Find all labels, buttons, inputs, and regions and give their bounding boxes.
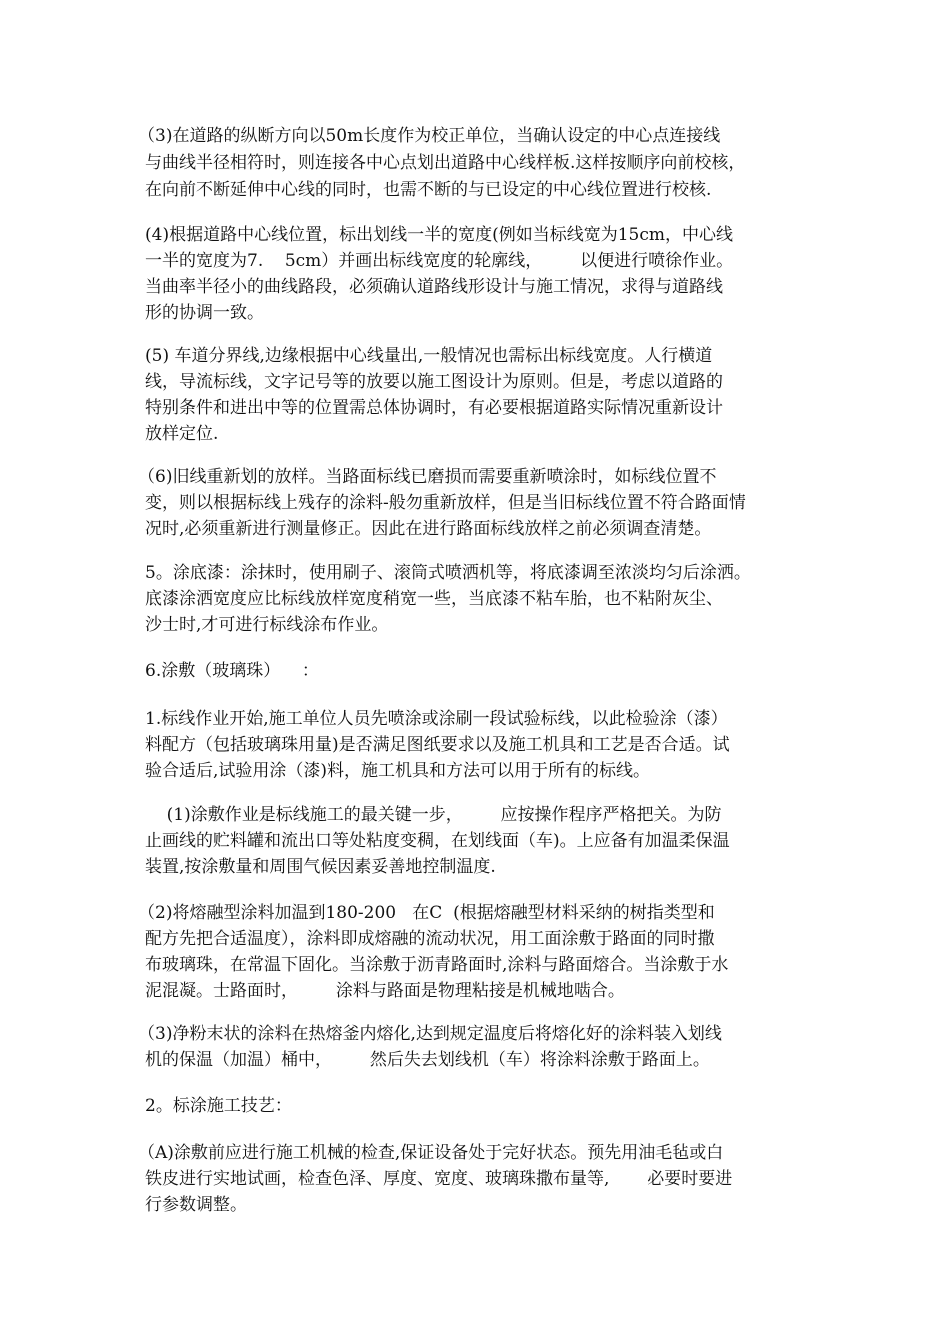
text-line: (1)涂敷作业是标线施工的最关键一步， 应按操作程序严格把关。为防: [145, 805, 722, 825]
text-line: 泥混凝。士路面时， 涂料与路面是物理粘接是机械地啮合。: [145, 981, 625, 1001]
text-line: （2)将熔融型涂料加温到180-200 在C (根据熔融型材料采纳的树指类型和: [138, 903, 715, 923]
text-line: 料配方（包括玻璃珠用量)是否满足图纸要求以及施工机具和工艺是否合适。试: [145, 735, 730, 755]
text-line: 沙士时,才可进行标线涂布作业。: [145, 615, 389, 635]
section-heading-text: 6.涂敷（玻璃珠） ：: [145, 661, 319, 681]
text-line: （6)旧线重新划的放样。当路面标线已磨损而需要重新喷涂时，如标线位置不: [138, 467, 717, 487]
text-line: 放样定位.: [145, 424, 219, 444]
text-line: 当曲率半径小的曲线路段，必须确认道路线形设计与施工情况，求得与道路线: [145, 277, 723, 297]
text-line: 配方先把合适温度），涂料即成熔融的流动状况，用工面涂敷于路面的同时撒: [145, 929, 715, 949]
text-line: 机的保温（加温）桶中， 然后失去划线机（车）将涂料涂敷于路面上。: [145, 1050, 710, 1070]
text-line: 铁皮进行实地试画，检查色泽、厚度、宽度、玻璃珠撒布量等, 必要时要进: [145, 1169, 733, 1189]
text-line: 底漆涂洒宽度应比标线放样宽度稍宽一些，当底漆不粘车胎，也不粘附灰尘、: [145, 589, 723, 609]
text-line: (5) 车道分界线,边缘根据中心线量出,一般情况也需标出标线宽度。人行横道: [145, 346, 713, 366]
text-line: 在向前不断延伸中心线的同时，也需不断的与已设定的中心线位置进行校核.: [145, 180, 712, 200]
text-line: （3)净粉末状的涂料在热熔釜内熔化,达到规定温度后将熔化好的涂料装入划线: [138, 1024, 722, 1044]
text-line: 止画线的贮料罐和流出口等处粘度变稠，在划线面（车)。上应备有加温柔保温: [145, 831, 730, 851]
text-line: 形的协调一致。: [145, 303, 264, 323]
text-line: 装置,按涂敷量和周围气候因素妥善地控制温度.: [145, 857, 496, 877]
text-line: 布玻璃珠，在常温下固化。当涂敷于沥青路面时,涂料与路面熔合。当涂敷于水: [145, 955, 729, 975]
text-line: （A)涂敷前应进行施工机械的检查,保证设备处于完好状态。预先用油毛毡或白: [138, 1143, 724, 1163]
text-line: 行参数调整。: [145, 1195, 247, 1215]
text-line: 况时,必须重新进行测量修正。因此在进行路面标线放样之前必须调查清楚。: [145, 519, 712, 539]
section-heading-text: 2。标涂施工技艺：: [145, 1096, 292, 1116]
text-line: 验合适后,试验用涂（漆)料，施工机具和方法可以用于所有的标线。: [145, 761, 651, 781]
text-line: 1.标线作业开始,施工单位人员先喷涂或涂刷一段试验标线，以此检验涂（漆）: [145, 709, 728, 729]
text-line: 一半的宽度为7. 5cm）并画出标线宽度的轮廓线， 以便进行喷徐作业。: [145, 251, 734, 271]
text-line: 与曲线半径相符时，则连接各中心点划出道路中心线样板.这样按顺序向前校核，: [145, 153, 746, 173]
text-line: 特别条件和进出中等的位置需总体协调时，有必要根据道路实际情况重新设计: [145, 398, 723, 418]
text-line: （3)在道路的纵断方向以50m长度作为校正单位，当确认设定的中心点连接线: [138, 126, 721, 146]
text-line: 变，则以根据标线上残存的涂料-般勿重新放样，但是当旧标线位置不符合路面情: [145, 493, 746, 513]
text-line: 线，导流标线，文字记号等的放要以施工图设计为原则。但是，考虑以道路的: [145, 372, 723, 392]
text-line: (4)根据道路中心线位置，标出划线一半的宽度(例如当标线宽为15cm，中心线: [145, 225, 733, 245]
text-line: 5。涂底漆：涂抹时，使用刷子、滚筒式喷洒机等，将底漆调至浓淡均匀后涂洒。: [145, 563, 751, 583]
